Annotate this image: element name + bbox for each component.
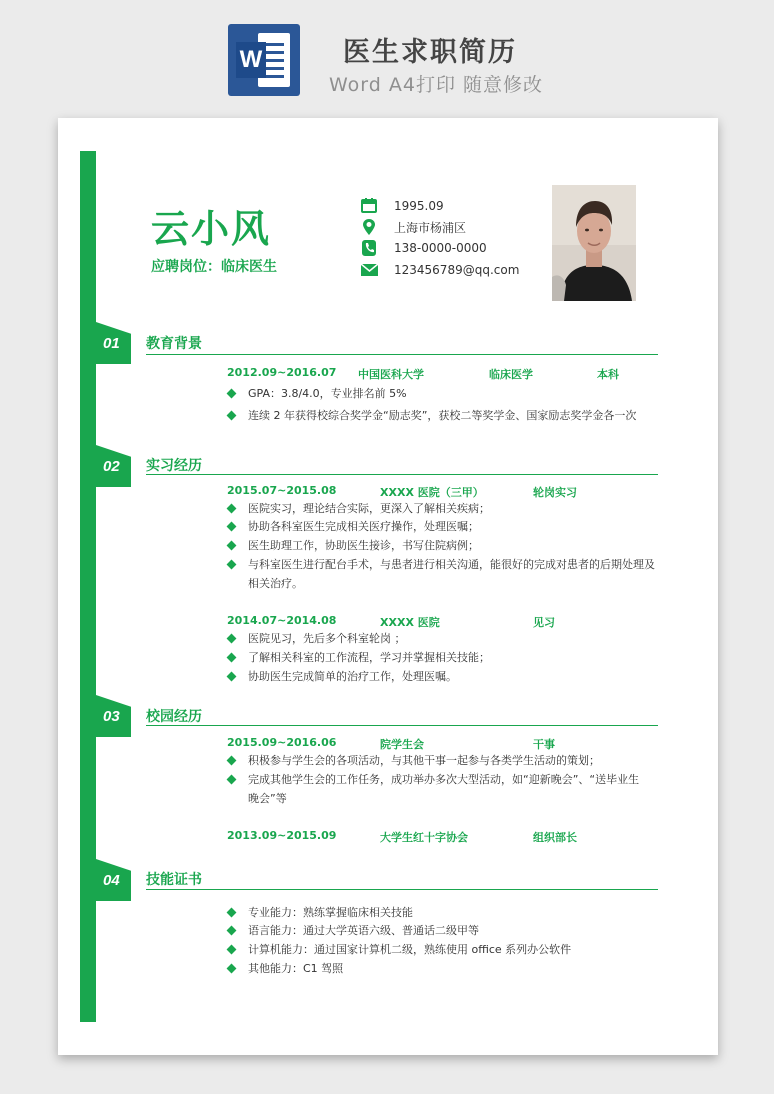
list-item: 医生助理工作，协助医生接诊，书写住院病例； <box>228 537 479 555</box>
entry-role: 组织部长 <box>533 831 577 844</box>
list-item: 积极参与学生会的各项活动，与其他干事一起参与各类学生活动的策划； <box>228 752 600 770</box>
section-divider <box>146 725 658 726</box>
mail-icon <box>360 261 380 279</box>
list-item: 其他能力：C1 驾照 <box>228 960 343 978</box>
contact-email <box>360 261 519 279</box>
applied-position: 应聘岗位：临床医生 <box>151 259 277 275</box>
entry-org: 大学生红十字协会 <box>380 831 468 844</box>
contact-location <box>360 218 466 236</box>
section-number: 01 <box>103 335 120 352</box>
list-item: 与科室医生进行配台手术，与患者进行相关沟通，能很好的完成对患者的后期处理及 <box>228 556 655 574</box>
list-item: GPA：3.8/4.0，专业排名前 5% <box>228 385 407 403</box>
section-number: 04 <box>103 872 120 889</box>
entry-degree: 本科 <box>597 368 619 381</box>
list-item: 完成其他学生会的工作任务，成功举办多次大型活动，如“迎新晚会”、“送毕业生 <box>228 771 639 789</box>
entry-org: XXXX 医院（三甲） <box>380 486 484 499</box>
location-text: 上海市杨浦区 <box>394 220 467 235</box>
list-item: 专业能力：熟练掌握临床相关技能 <box>228 904 413 922</box>
entry-role: 临床医学 <box>489 368 533 381</box>
location-pin-icon <box>360 218 380 236</box>
timeline-bar <box>80 151 96 1022</box>
entry-role: 见习 <box>533 616 555 629</box>
section-title-internship: 实习经历 <box>146 458 202 474</box>
list-item: 协助医生完成简单的治疗工作，处理医嘱。 <box>228 668 457 686</box>
phone-icon <box>360 239 380 257</box>
list-item-continued: 晚会”等 <box>248 792 287 805</box>
profile-photo <box>552 185 636 301</box>
list-item: 协助各科室医生完成相关医疗操作，处理医嘱； <box>228 518 479 536</box>
section-divider <box>146 354 658 355</box>
entry-date: 2012.09~2016.07 <box>227 366 337 379</box>
section-title-skills: 技能证书 <box>146 872 202 888</box>
section-divider <box>146 889 658 890</box>
contact-phone <box>360 239 487 257</box>
section-divider <box>146 474 658 475</box>
section-title-education: 教育背景 <box>146 336 202 352</box>
entry-role: 轮岗实习 <box>533 486 577 499</box>
phone-text: 138-0000-0000 <box>394 241 487 255</box>
resume-page <box>58 118 718 1055</box>
list-item: 连续 2 年获得校综合奖学金“励志奖”，获校二等奖学金、国家励志奖学金各一次 <box>228 407 636 425</box>
entry-date: 2015.09~2016.06 <box>227 736 337 749</box>
list-item: 医院实习，理论结合实际，更深入了解相关疾病； <box>228 500 490 518</box>
list-item: 计算机能力：通过国家计算机二级，熟练使用 office 系列办公软件 <box>228 941 571 959</box>
birth-date: 1995.09 <box>394 199 444 213</box>
entry-date: 2014.07~2014.08 <box>227 614 337 627</box>
entry-org: XXXX 医院 <box>380 616 440 629</box>
section-number: 02 <box>103 458 120 475</box>
entry-role: 干事 <box>533 738 555 751</box>
calendar-icon <box>360 197 380 215</box>
entry-org: 中国医科大学 <box>358 368 424 381</box>
word-letter: W <box>236 42 266 78</box>
section-title-campus: 校园经历 <box>146 709 202 725</box>
list-item: 医院见习，先后多个科室轮岗 ； <box>228 630 406 648</box>
word-logo-icon <box>228 24 300 96</box>
list-item: 了解相关科室的工作流程，学习并掌握相关技能； <box>228 649 490 667</box>
banner-subtitle: Word A4打印 随意修改 <box>328 74 543 96</box>
entry-date: 2015.07~2015.08 <box>227 484 337 497</box>
contact-birth <box>360 197 444 215</box>
section-number: 03 <box>103 708 120 725</box>
list-item-continued: 相关治疗。 <box>248 577 303 590</box>
list-item: 语言能力：通过大学英语六级、普通话二级甲等 <box>228 922 479 940</box>
candidate-name: 云小风 <box>151 207 272 251</box>
entry-org: 院学生会 <box>380 738 424 751</box>
email-text: 123456789@qq.com <box>394 263 520 277</box>
entry-date: 2013.09~2015.09 <box>227 829 337 842</box>
banner-title: 医生求职简历 <box>343 37 517 68</box>
